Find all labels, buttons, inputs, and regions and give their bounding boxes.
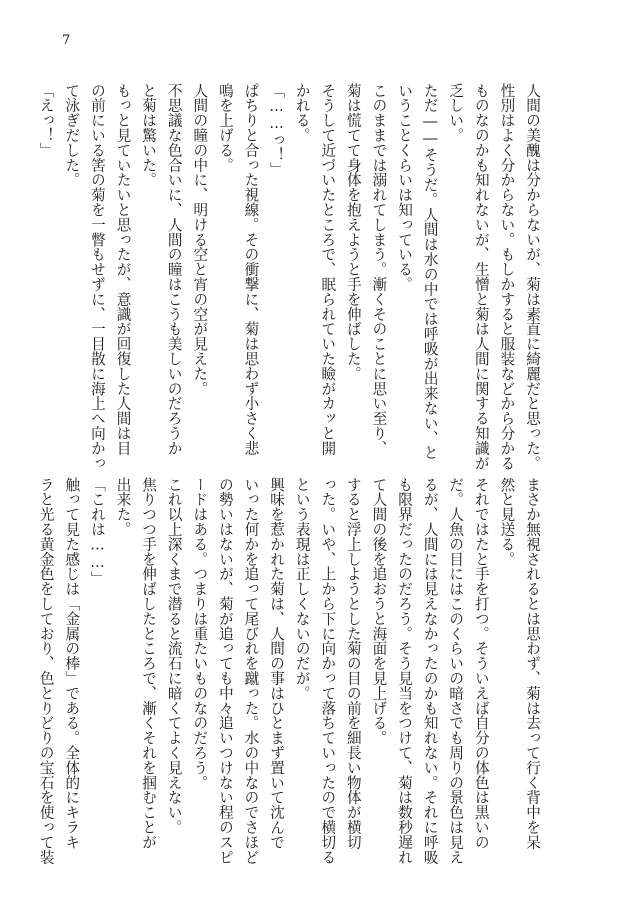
- text-line: まさか無視されるとは思わず、菊は去って行く背中を呆: [524, 477, 541, 850]
- text-line: だ。人魚の目にはこのくらいの暗さでも周りの景色は見え: [447, 477, 465, 865]
- text-line: いった何かを追って尾びれを蹴った。水の中なのでさほど: [242, 477, 260, 865]
- text-line: そうして近づいたところで、眠られていた瞼がカッと開: [319, 83, 337, 456]
- text-line: ぱちりと合った視線。その衝撃に、菊は思わず小さく悲: [242, 83, 260, 456]
- text-line: 人間の美醜は分からないが、菊は素直に綺麗だと思った。: [524, 83, 541, 471]
- text-line: 菊は慌てて身体を抱えようと手を伸ばした。: [344, 83, 362, 381]
- text-line: 性別はよく分からない。もしかすると服装などから分かる: [498, 83, 516, 471]
- text-line: 「これは……」: [88, 477, 106, 587]
- text-line: 「……っ！」: [268, 83, 286, 178]
- text-line: 乏しい。: [447, 83, 465, 143]
- text-line: ラと光る黄金色をしており、色とりどりの宝石を使って装: [37, 477, 55, 865]
- text-line: ものなのかも知れないが、生憎と菊は人間に関する知識が: [472, 83, 490, 471]
- text-line: 出来た。: [114, 477, 132, 537]
- text-line: かれる。: [293, 83, 311, 143]
- lower-text-block: [33, 477, 545, 865]
- text-line: このままでは溺れてしまう。漸くそのことに思い至り、: [370, 83, 388, 456]
- text-line: 人間の瞳の中に、明ける空と宵の空が見えた。: [191, 83, 209, 396]
- text-line: と菊は驚いた。: [140, 83, 158, 188]
- text-line: った。いや、上から下に向かって落ちていったので横切る: [319, 477, 337, 865]
- text-line: 然と見送る。: [498, 477, 516, 567]
- text-line: 触って見た感じは「金属の棒」である。全体的にキラキ: [63, 477, 81, 850]
- upper-text-block: [33, 83, 545, 471]
- text-line: もっと見ていたいと思ったが、意識が回復した人間は目: [114, 83, 132, 456]
- text-line: て人間の後を追おうと海面を見上げる。: [370, 477, 388, 746]
- text-line: 興味を惹かれた菊は、人間の事はひとまず置いて沈んで: [268, 477, 286, 850]
- text-line: の勢いはないが、菊が追っても中々追いつけない程のスピ: [216, 477, 234, 865]
- text-line: ただ――そうだ。人間は水の中では呼吸が出来ない、と: [421, 83, 439, 461]
- text-line: いうことくらいは知っている。: [396, 83, 414, 292]
- text-line: も限界だったのだろう。そう見当をつけて、菊は数秒遅れ: [396, 477, 414, 865]
- text-line: という表現は正しくないのだが。: [293, 477, 311, 701]
- text-line: 鳴を上げる。: [216, 83, 234, 173]
- text-line: て泳ぎだした。: [63, 83, 81, 188]
- text-line: の前にいる筈の菊を一瞥もせずに、一目散に海上へ向かっ: [88, 83, 106, 471]
- text-line: これ以上深くまで潜ると流石に暗くてよく見えない。: [165, 477, 183, 835]
- page-number: 7: [62, 33, 71, 48]
- text-line: 不思議な色合いに、人間の瞳はこうも美しいのだろうか: [165, 83, 183, 456]
- text-line: それではたと手を打つ。そういえば自分の体色は黒いの: [472, 477, 490, 850]
- text-line: るが、人間には見えなかったのかも知れない。それに呼吸: [421, 477, 439, 865]
- text-line: 焦りつつ手を伸ばしたところで、漸くそれを掴むことが: [140, 477, 158, 850]
- text-line: ードはある。つまりは重たいものなのだろう。: [191, 477, 209, 790]
- text-line: 「えっ！」: [37, 83, 55, 158]
- text-line: すると浮上しようとした菊の目の前を細長い物体が横切: [344, 477, 362, 850]
